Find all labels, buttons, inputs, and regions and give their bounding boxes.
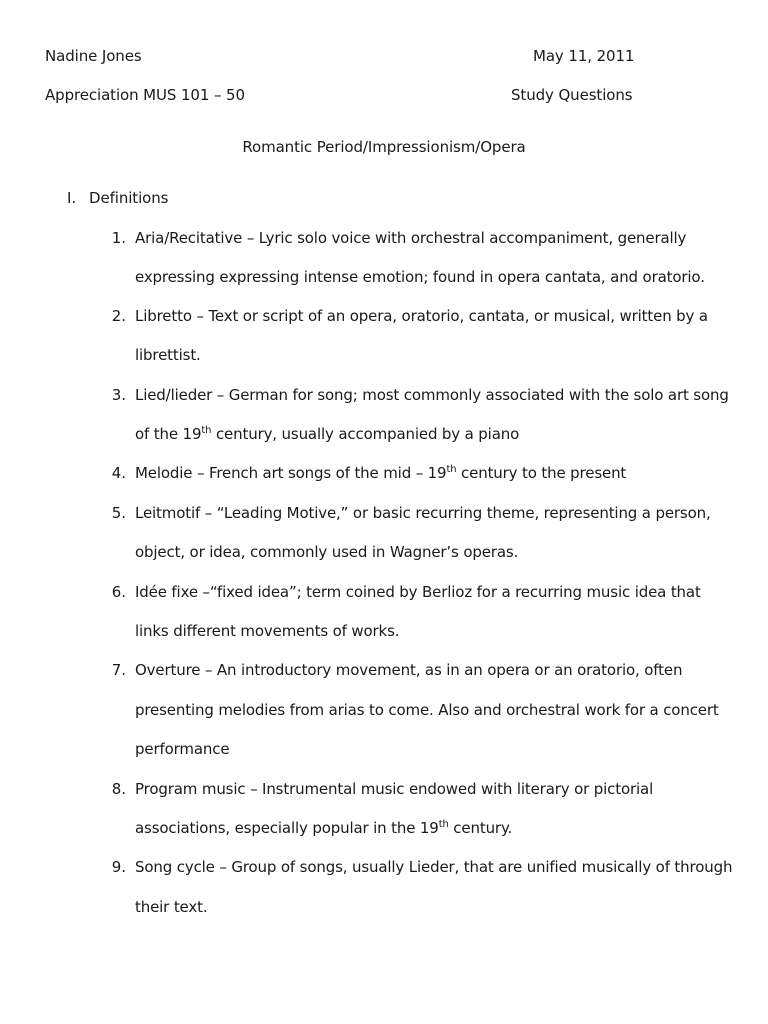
list-item-text: expressing expressing intense emotion; found in opera cantata, and oratorio. [135,268,705,286]
list-item-text: Idée fixe –“fixed idea”; term coined by Berlioz for a recurring music idea that [135,583,701,601]
assignment-type: Study Questions [511,86,633,104]
list-item-number: 3. [111,386,126,404]
course-name: Appreciation MUS 101 – 50 [45,86,245,104]
section-numeral: I. [67,189,76,207]
author-name: Nadine Jones [45,47,142,65]
list-item-text: Lied/lieder – German for song; most commonly associated with the solo art song [135,386,729,404]
list-item-text: presenting melodies from arias to come. Also and orchestral work for a concert [135,701,719,719]
list-item-number: 6. [111,583,126,601]
list-item-number: 9. [111,858,126,876]
list-item-text: links different movements of works. [135,622,400,640]
list-item-text: their text. [135,898,208,916]
list-item-number: 5. [111,504,126,522]
list-item-text: of the 19th century, usually accompanied by a piano [135,425,520,443]
list-item-number: 2. [111,307,126,325]
list-item-number: 4. [111,464,126,482]
list-item-text: Program music – Instrumental music endowed with literary or pictorial [135,780,654,798]
list-item-text: Leitmotif – “Leading Motive,” or basic recurring theme, representing a person, [135,504,711,522]
list-item-text: associations, especially popular in the 19th century. [135,819,513,837]
document-date: May 11, 2011 [533,47,635,65]
section-heading: Definitions [89,189,169,207]
list-item-text: Melodie – French art songs of the mid – 19th century to the present [135,464,627,482]
list-item-number: 8. [111,780,126,798]
document-title: Romantic Period/Impressionism/Opera [242,138,526,156]
list-item-number: 7. [111,661,126,679]
list-item-text: Libretto – Text or script of an opera, oratorio, cantata, or musical, written by a [135,307,708,325]
list-item-text: librettist. [135,346,201,364]
list-item-text: Overture – An introductory movement, as in an opera or an oratorio, often [135,661,683,679]
list-item-text: object, or idea, commonly used in Wagner’s operas. [135,543,519,561]
list-item-text: performance [135,740,230,758]
list-item-text: Song cycle – Group of songs, usually Lieder, that are unified musically of through [135,858,733,876]
list-item-number: 1. [111,229,126,247]
list-item-text: Aria/Recitative – Lyric solo voice with orchestral accompaniment, generally [135,229,687,247]
